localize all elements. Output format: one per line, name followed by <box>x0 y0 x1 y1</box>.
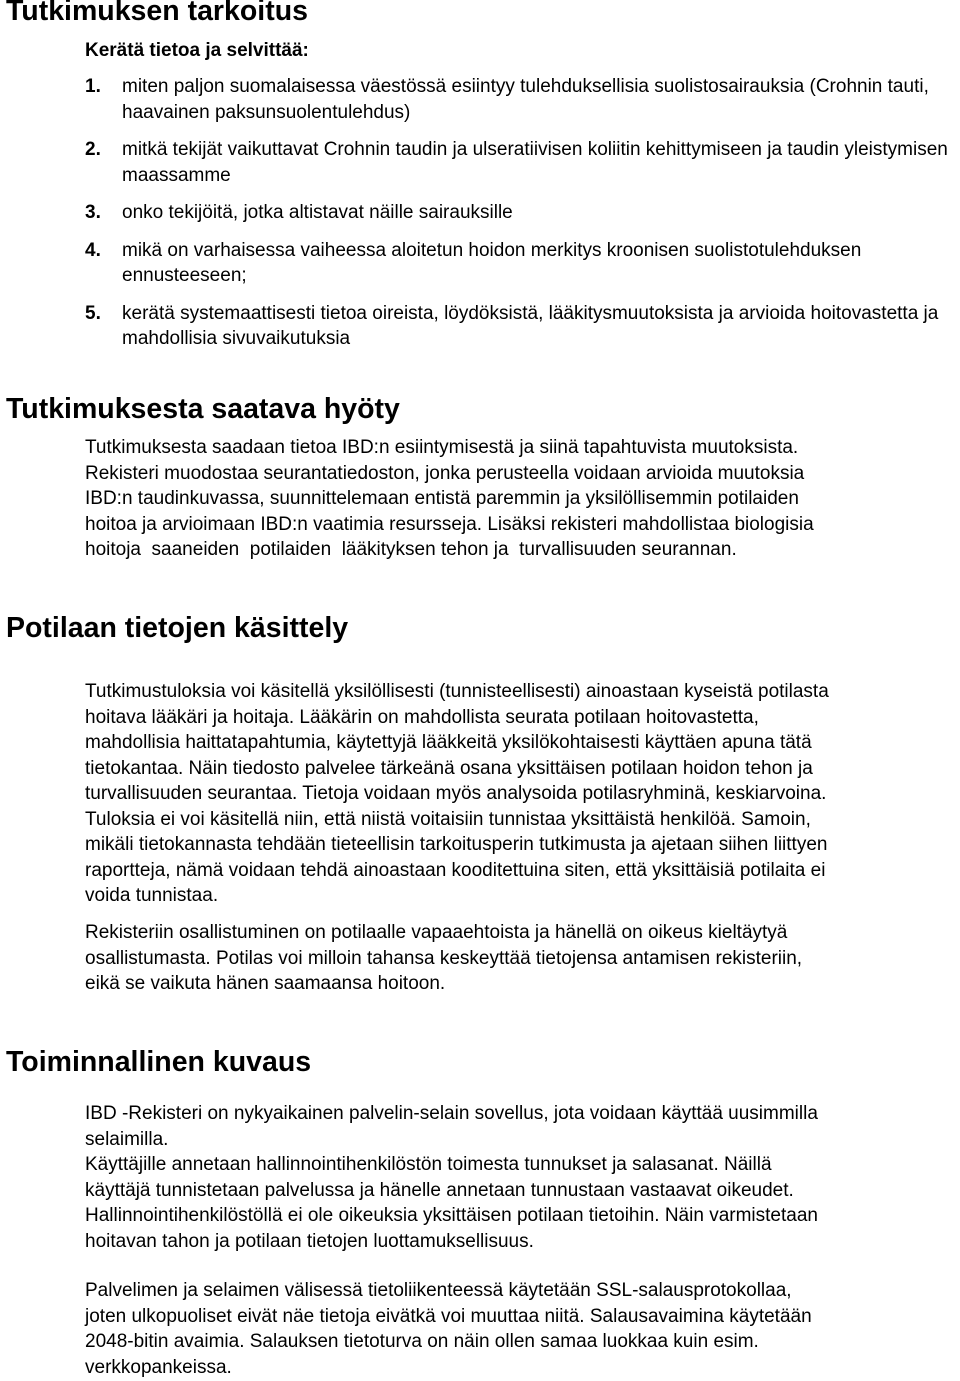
paragraph-line: Hallinnointihenkilöstöllä ei ole oikeuksia yksittäisen potilaan tietoihin. Näin varmistetaan <box>85 1205 818 1226</box>
list-item <box>85 238 960 289</box>
purpose-list <box>85 74 960 364</box>
heading-toiminnallinen-kuvaus: Toiminnallinen kuvaus <box>6 1046 312 1078</box>
list-item <box>85 301 960 352</box>
paragraph-line: eikä se vaikuta hänen saamaansa hoitoon. <box>85 973 446 994</box>
participation-paragraph <box>85 920 960 997</box>
paragraph-line: turvallisuuden seurantaa. Tietoja voidaan myös analysoida potilasryhminä, keskiarvoina. <box>85 783 827 804</box>
heading-potilaan-tietojen-kasittely: Potilaan tietojen käsittely <box>6 612 349 644</box>
list-number: 1. <box>85 76 101 97</box>
paragraph-line: raportteja, nämä voidaan tehdä ainoastaan kooditettuina siten, että yksittäisiä potilaita ei <box>85 859 826 881</box>
data-handling-paragraph <box>85 679 960 909</box>
list-number: 4. <box>85 239 101 261</box>
list-item <box>85 137 960 188</box>
paragraph-line: 2048-bitin avaimia. Salauksen tietoturva on näin ollen samaa luokkaa kuin esim. <box>85 1331 759 1352</box>
paragraph-line: Tutkimustuloksia voi käsitellä yksilöllisesti (tunnisteellisesti) ainoastaan kyseistä potilasta <box>85 681 829 702</box>
list-item-text: mikä on varhaisessa vaiheessa aloitetun hoidon merkitys kroonisen suolistotulehduksen ennusteeseen; <box>122 239 862 286</box>
security-paragraph <box>85 1278 960 1380</box>
paragraph-line: verkkopankeissa. <box>85 1356 232 1378</box>
paragraph-line: Käyttäjille annetaan hallinnointihenkilöstön toimesta tunnukset ja salasanat. Näillä <box>85 1154 772 1175</box>
paragraph-line: mahdollisia haittatapahtumia, käytettyjä lääkkeitä yksilökohtaisesti käyttäen apuna tätä <box>85 732 812 753</box>
list-number: 5. <box>85 302 101 324</box>
benefit-paragraph <box>85 435 960 563</box>
functional-paragraph <box>85 1101 960 1254</box>
heading-tutkimuksesta-saatava-hyoty: Tutkimuksesta saatava hyöty <box>6 393 400 425</box>
paragraph-line: hoitoa ja arvioimaan IBD:n vaatimia resursseja. Lisäksi rekisteri mahdollistaa biologisia <box>85 513 814 535</box>
paragraph-line: selaimilla. <box>85 1128 169 1150</box>
paragraph-line: voida tunnistaa. <box>85 885 219 906</box>
paragraph-line: tietokantaa. Näin tiedosto palvelee tärkeänä osana yksittäisen potilaan hoidon tehon ja <box>85 757 813 779</box>
list-number: 3. <box>85 202 101 223</box>
paragraph-line: joten ulkopuoliset eivät näe tietoja eivätkä voi muuttaa niitä. Salausavaimina käytetään <box>85 1305 812 1327</box>
list-item <box>85 74 960 125</box>
paragraph-line: hoitava lääkäri ja hoitaja. Lääkärin on mahdollista seurata potilaan hoitovastetta, <box>85 706 759 728</box>
list-item-text: mitkä tekijät vaikuttavat Crohnin taudin ja ulseratiivisen koliitin kehittymiseen ja taudin yleistymisen maassamme <box>122 139 948 186</box>
paragraph-line: hoitavan tahon ja potilaan tietojen luottamuksellisuus. <box>85 1230 534 1252</box>
paragraph-line: käyttäjä tunnistetaan palvelussa ja hänelle annetaan tunnustaan vastaavat oikeudet. <box>85 1179 794 1201</box>
list-item <box>85 200 960 226</box>
paragraph-line: Tuloksia ei voi käsitellä niin, että niistä voitaisiin tunnistaa yksittäistä henkilöä. Samoin, <box>85 808 811 830</box>
paragraph-line: Rekisteriin osallistuminen on potilaalle vapaaehtoista ja hänellä on oikeus kieltäytyä <box>85 922 788 943</box>
heading-tutkimuksen-tarkoitus: Tutkimuksen tarkoitus <box>6 0 308 27</box>
intro-text: Kerätä tietoa ja selvittää: <box>85 40 309 61</box>
paragraph-line: Rekisteri muodostaa seurantatiedoston, jonka perusteella voidaan arvioida muutoksia <box>85 462 805 484</box>
paragraph-line: IBD:n taudinkuvassa, suunnittelemaan entistä paremmin ja yksilöllisemmin potilaiden <box>85 488 799 509</box>
list-item-text: kerätä systemaattisesti tietoa oireista, löydöksistä, lääkitysmuutoksista ja arvioida hoitovastetta ja mahdollisia sivuvaikutuksia <box>122 302 939 349</box>
paragraph-line: Tutkimuksesta saadaan tietoa IBD:n esiintymisestä ja siinä tapahtuvista muutoksista. <box>85 437 799 458</box>
paragraph-line: hoitoja saaneiden potilaiden lääkityksen tehon ja turvallisuuden seurannan. <box>85 539 737 560</box>
list-item-text: onko tekijöitä, jotka altistavat näille sairauksille <box>122 202 513 223</box>
list-item-text: miten paljon suomalaisessa väestössä esiintyy tulehduksellisia suolistosairauksia (Crohnin tauti, haavainen paksunsuolentulehdus) <box>122 76 929 123</box>
paragraph-line: mikäli tietokannasta tehdään tieteellisin tarkoitusperin tutkimusta ja ajetaan siihen liittyen <box>85 834 828 855</box>
paragraph-line: Palvelimen ja selaimen välisessä tietoliikenteessä käytetään SSL-salausprotokollaa, <box>85 1280 792 1301</box>
paragraph-line: IBD -Rekisteri on nykyaikainen palvelin-selain sovellus, jota voidaan käyttää uusimmilla <box>85 1103 818 1124</box>
paragraph-line: osallistumasta. Potilas voi milloin tahansa keskeyttää tietojensa antamisen rekisteriin, <box>85 947 803 969</box>
list-number: 2. <box>85 139 101 160</box>
